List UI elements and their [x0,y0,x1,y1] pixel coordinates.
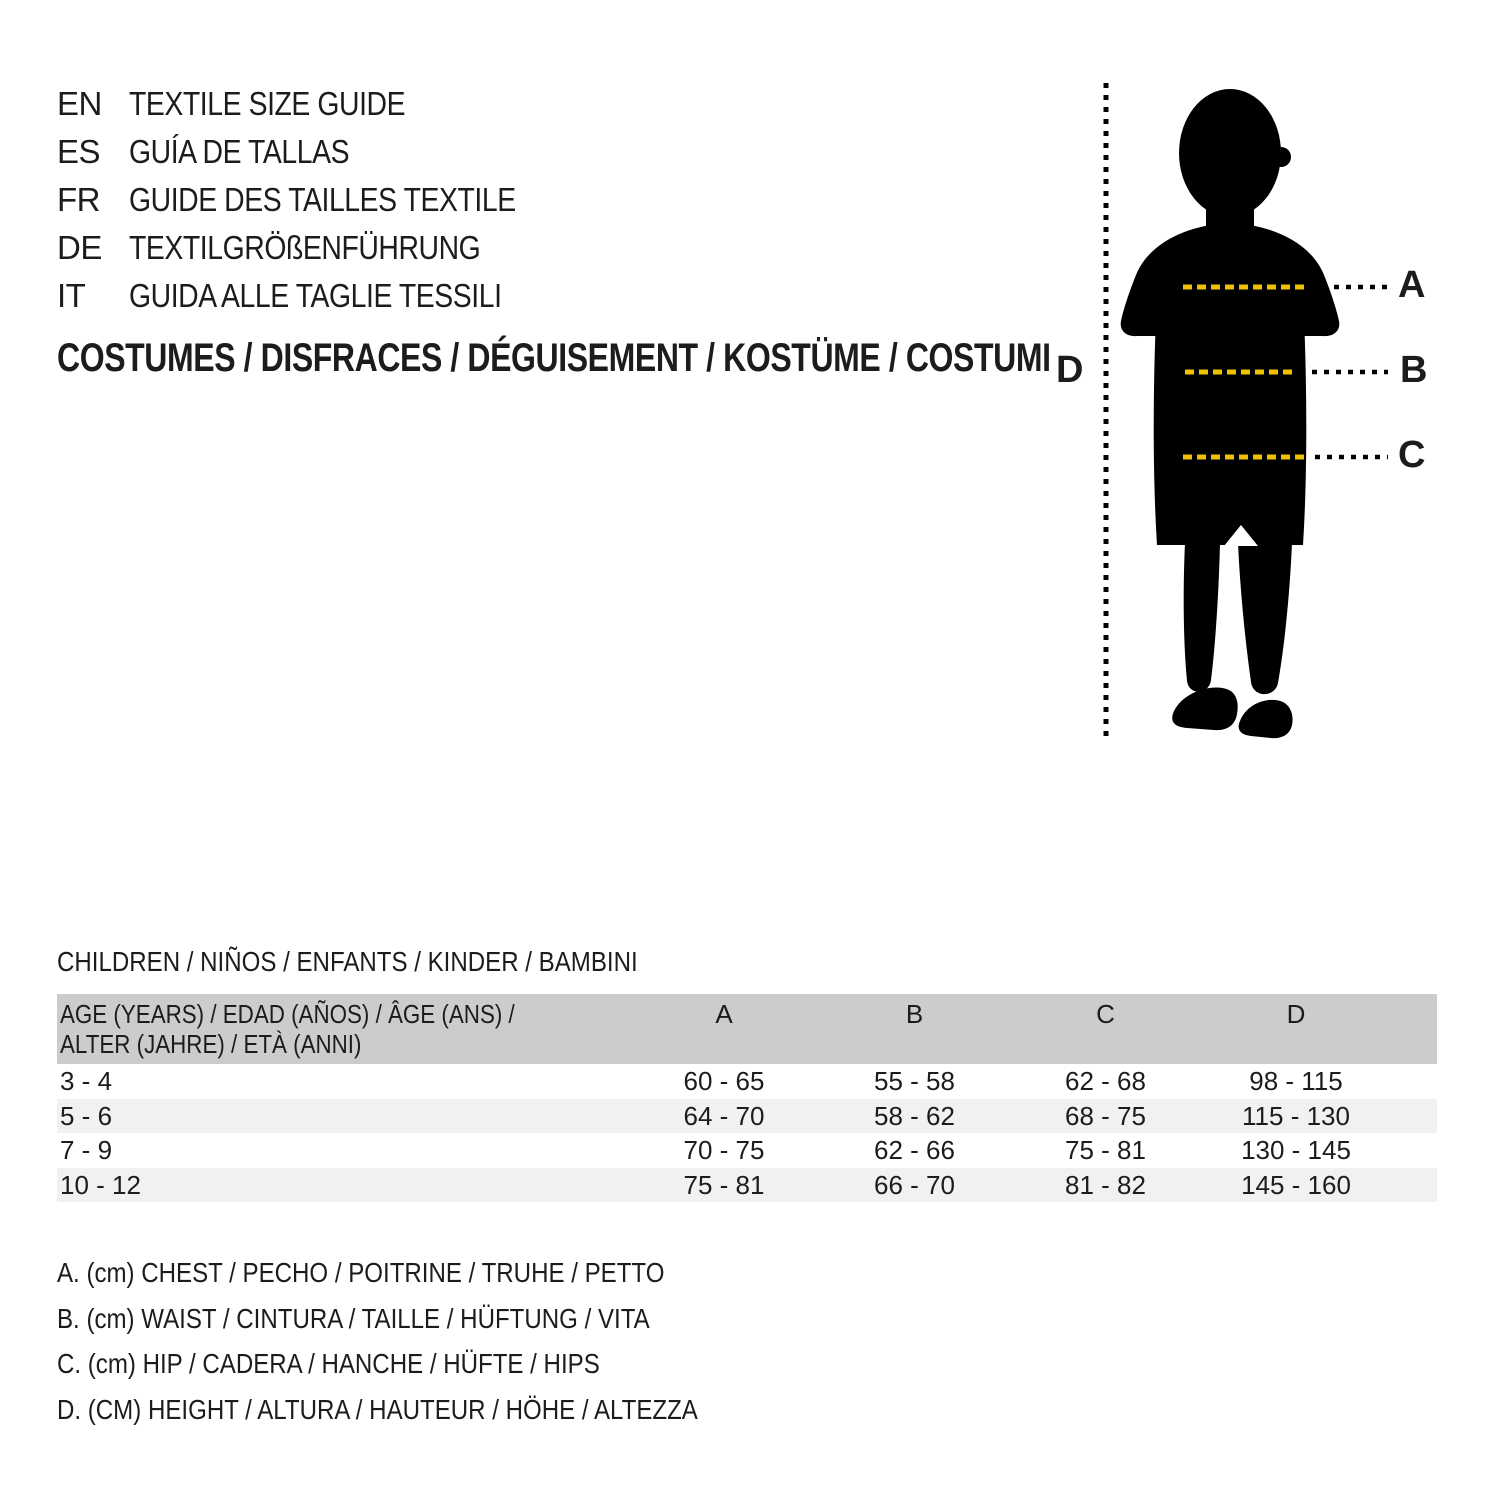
measure-label-waist: B [1400,349,1427,391]
waist-value: 66 - 70 [874,1169,955,1200]
column-header-d: D [1286,999,1306,1029]
table-row [57,1064,1437,1099]
age-header-line2: ALTER (JAHRE) / ETÀ (ANNI) [60,1029,362,1059]
table-row [57,1168,1437,1203]
language-guide-title: GUÍA DE TALLAS [129,133,350,170]
height-value: 98 - 115 [1249,1066,1343,1096]
category-title: COSTUMES / DISFRACES / DÉGUISEMENT / KOSTÜME / COSTUMI [57,336,1051,380]
language-row [57,176,579,224]
language-guide-title: GUIDA ALLE TAGLIE TESSILI [129,277,502,314]
height-value: 130 - 145 [1241,1135,1351,1165]
table-row [57,1099,1437,1134]
hip-value: 75 - 81 [1065,1135,1146,1165]
language-row [57,224,579,272]
age-cell: 5 - 6 [60,1100,113,1131]
measure-label-chest: A [1398,264,1425,306]
child-silhouette [1121,89,1340,738]
table-row [57,1133,1437,1168]
height-value: 145 - 160 [1241,1169,1351,1200]
age-header-line1: AGE (YEARS) / EDAD (AÑOS) / ÂGE (ANS) / [60,999,515,1029]
hip-value: 81 - 82 [1065,1169,1146,1200]
age-cell: 10 - 12 [60,1169,141,1200]
child-silhouette-figure [1090,75,1490,765]
chest-value: 70 - 75 [683,1135,765,1165]
language-row [57,272,579,320]
chest-value: 60 - 65 [683,1066,765,1096]
hip-value: 68 - 75 [1065,1100,1146,1131]
legend-chest: A. (cm) CHEST / PECHO / POITRINE / TRUHE / PETTO [57,1257,665,1288]
column-header-a: A [715,999,733,1029]
height-value: 115 - 130 [1242,1100,1350,1131]
language-row [57,128,579,176]
language-code: DE [57,229,102,266]
chest-value: 75 - 81 [683,1169,765,1200]
table-header-row [57,994,1437,1064]
measurement-legend [57,1250,802,1432]
legend-hip: C. (cm) HIP / CADERA / HANCHE / HÜFTE / HIPS [57,1348,600,1379]
language-code: IT [57,277,86,314]
age-header-cell [57,999,629,1064]
language-guide-title: GUIDE DES TAILLES TEXTILE [129,181,516,218]
waist-value: 58 - 62 [874,1100,955,1131]
children-size-table [57,994,1437,1202]
language-guide-title: TEXTILE SIZE GUIDE [129,85,406,122]
measure-label-height: D [1056,349,1083,391]
language-code: EN [57,85,102,122]
language-row [57,80,579,128]
chest-value: 64 - 70 [683,1100,765,1131]
column-header-c: C [1096,999,1115,1029]
measure-label-hip: C [1398,434,1425,476]
age-cell: 3 - 4 [60,1066,113,1096]
table-section-title: CHILDREN / NIÑOS / ENFANTS / KINDER / BAMBINI [57,946,638,977]
column-header-b: B [905,999,924,1029]
waist-value: 62 - 66 [874,1135,955,1165]
language-code: ES [57,133,101,170]
language-title-list [57,80,579,320]
age-cell: 7 - 9 [60,1135,113,1165]
legend-height: D. (CM) HEIGHT / ALTURA / HAUTEUR / HÖHE / ALTEZZA [57,1393,698,1425]
hip-value: 62 - 68 [1065,1066,1146,1096]
language-code: FR [57,181,100,218]
legend-waist: B. (cm) WAIST / CINTURA / TAILLE / HÜFTUNG / VITA [57,1302,650,1334]
language-guide-title: TEXTILGRÖßENFÜHRUNG [129,229,481,266]
waist-value: 55 - 58 [874,1066,955,1096]
